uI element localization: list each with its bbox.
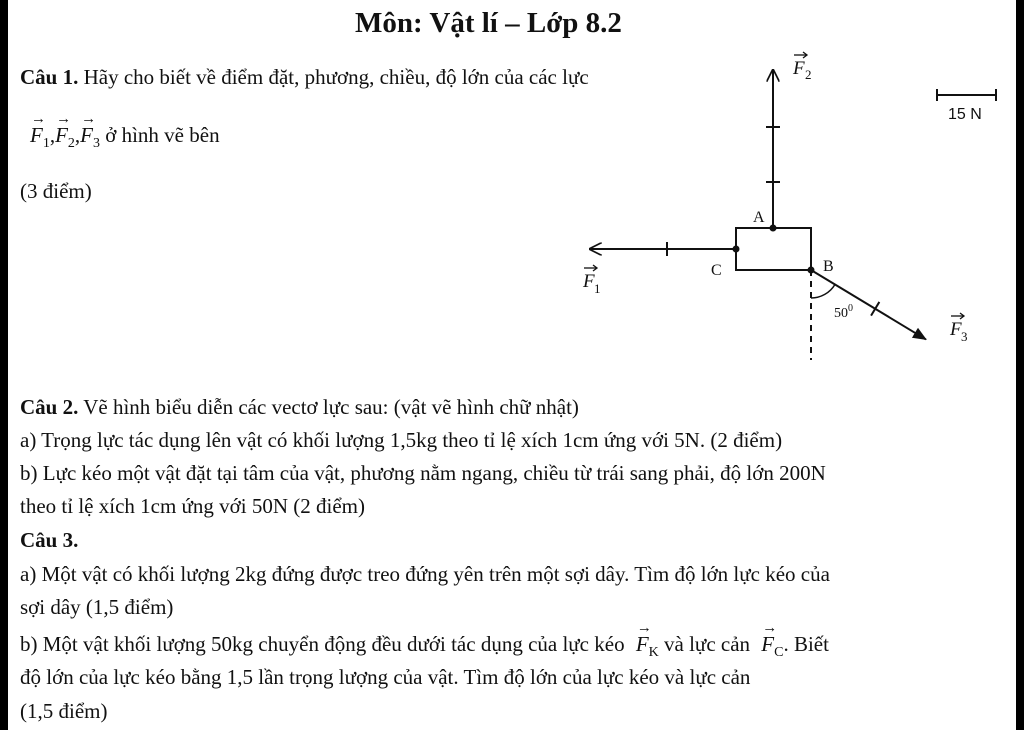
- scale-bar: [937, 89, 996, 101]
- question-3-part-b-line-2: độ lớn của lực kéo bằng 1,5 lần trọng lượng của vật. Tìm độ lớn của lực kéo và lực cản: [20, 665, 751, 689]
- point-c-label: C: [711, 262, 722, 279]
- question-2-part-a: a) Trọng lực tác dụng lên vật có khối lượng 1,5kg theo tỉ lệ xích 1cm ứng với 5N. (2 điểm): [20, 428, 783, 452]
- question-3-heading: Câu 3.: [20, 528, 79, 552]
- question-2-line-1: [20, 396, 579, 419]
- vector-fk: → $F_K$: [636, 633, 659, 661]
- svg-text:F: F: [583, 271, 595, 292]
- question-2-part-b-line-2: theo tỉ lệ xích 1cm ứng với 50N (2 điểm): [20, 494, 366, 518]
- question-1-line-2-text: ở hình vẽ bên: [99, 123, 220, 147]
- svg-text:3: 3: [961, 329, 968, 344]
- comma: ,: [74, 123, 81, 147]
- svg-text:F: F: [793, 58, 805, 79]
- question-2-part-b-line-1: b) Lực kéo một vật đặt tại tâm của vật, phương nằm ngang, chiều từ trái sang phải, độ lớn 200N: [20, 461, 826, 485]
- f2-label: [792, 52, 812, 82]
- vector-f2: → $F_2$: [55, 124, 75, 152]
- point-a-dot: [770, 225, 777, 232]
- question-3-part-a-line-2: sợi dây (1,5 điểm): [20, 595, 174, 619]
- vector-fc: → $F_C$: [761, 633, 783, 661]
- page-title: Môn: Vật lí – Lớp 8.2: [355, 7, 622, 39]
- vector-f1: → $F_1$: [30, 124, 50, 152]
- svg-text:2: 2: [805, 67, 812, 82]
- point-b-label: B: [823, 258, 834, 275]
- force-f3-arrow: [811, 270, 926, 339]
- question-2-heading: Câu 2.: [20, 395, 79, 419]
- question-1-points: (3 điểm): [20, 179, 92, 203]
- question-3-part-b-line-1: [20, 633, 829, 661]
- svg-text:1: 1: [594, 281, 601, 296]
- point-a-label: A: [753, 209, 765, 226]
- question-1-heading: Câu 1.: [20, 65, 79, 89]
- question-3-part-b-text-3: . Biết: [783, 632, 829, 656]
- f1-label: [582, 265, 601, 296]
- question-2-intro: Vẽ hình biểu diễn các vectơ lực sau: (vật vẽ hình chữ nhật): [78, 395, 579, 419]
- question-3-part-a-line-1: a) Một vật có khối lượng 2kg đứng được treo đứng yên trên một sợi dây. Tìm độ lớn lực kéo của: [20, 562, 830, 586]
- comma: ,: [49, 123, 56, 147]
- point-b-dot: [808, 267, 815, 274]
- f3-tick: [871, 302, 879, 316]
- force-f3-group: [811, 270, 926, 339]
- question-3-part-b-text-2: và lực cản: [658, 632, 756, 656]
- question-1-text: Hãy cho biết về điểm đặt, phương, chiều, độ lớn của các lực: [78, 65, 589, 89]
- svg-text:F: F: [950, 319, 962, 340]
- f3-label: [949, 313, 968, 344]
- angle-arc: [811, 284, 835, 298]
- object-rectangle: [736, 228, 811, 270]
- point-c-dot: [733, 246, 740, 253]
- vector-f3: → $F_3$: [80, 124, 100, 152]
- question-3-part-b-text-1: b) Một vật khối lượng 50kg chuyển động đều dưới tác dụng của lực kéo: [20, 632, 630, 656]
- scale-label: 15 N: [948, 106, 982, 123]
- question-3-points: (1,5 điểm): [20, 699, 108, 723]
- angle-label: $50^0$: [834, 303, 853, 321]
